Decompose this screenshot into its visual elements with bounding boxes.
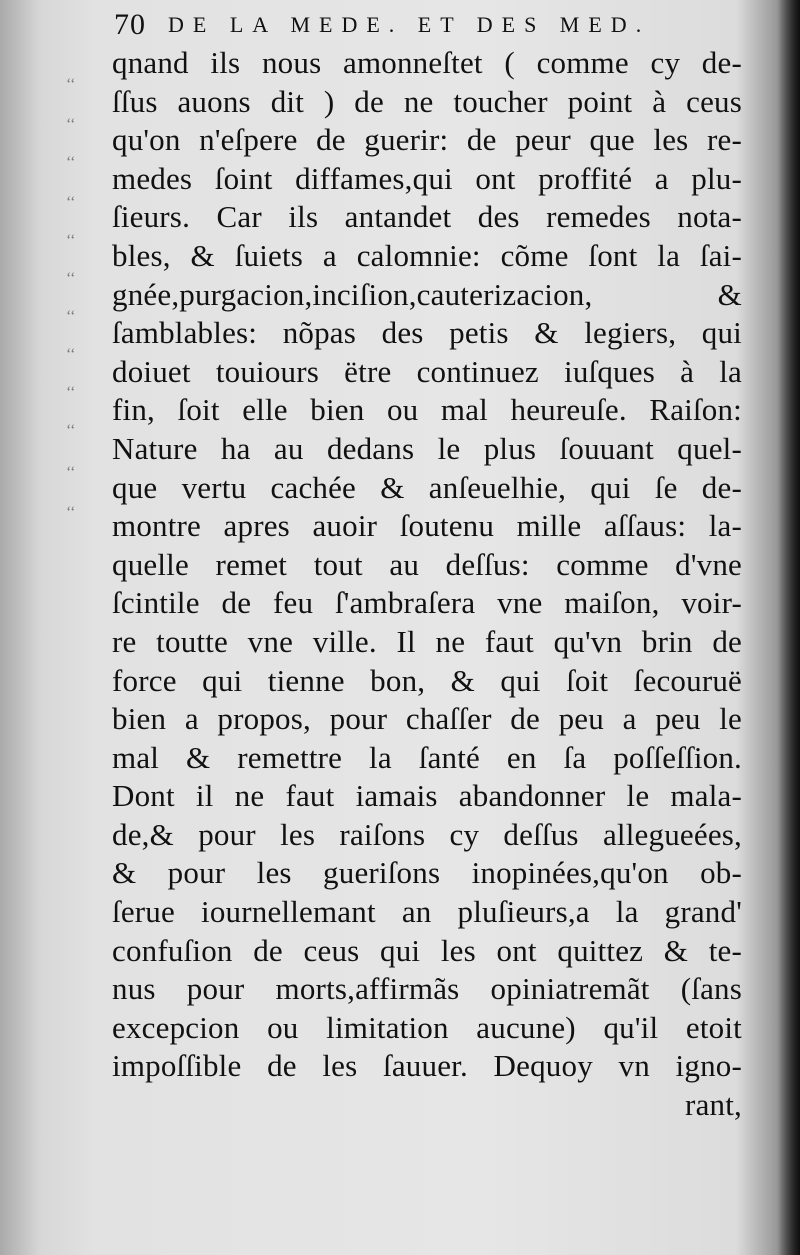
text-line: mal & remettre la ſanté en ſa poſſeſſion. (112, 739, 742, 775)
catchword: rant, (685, 1087, 742, 1123)
text-line: force qui tienne bon, & qui ſoit ſecouruë (112, 662, 742, 698)
text-line: qnand ils nous amonneſtet ( comme cy de- (112, 45, 742, 80)
quote-mark: ‘‘ (66, 154, 76, 171)
text-line: ſerue iournellemant an pluſieurs,a la grand' (112, 894, 742, 930)
text-line: montre apres auoir ſoutenu mille aſſaus: la- (112, 508, 742, 544)
quote-mark: ‘‘ (66, 422, 76, 439)
text-line: nus pour morts,affirmãs opiniatremãt (ſans (112, 971, 742, 1007)
text-line: ſcintile de feu ſ'ambraſera vne maiſon, voir- (112, 585, 742, 621)
text-line: Dont il ne faut iamais abandonner le mala- (112, 778, 742, 814)
quote-mark: ‘‘ (66, 76, 76, 93)
quote-mark: ‘‘ (66, 346, 76, 363)
text-line: ſieurs. Car ils antandet des remedes nota- (112, 199, 742, 235)
body-text (112, 44, 742, 1125)
quote-mark: ‘‘ (66, 270, 76, 287)
text-line: doiuet touiours ëtre continuez iuſques à la (112, 353, 742, 389)
text-line: confuſion de ceus qui les ont quittez & te- (112, 932, 742, 968)
text-line: ſſus auons dit ) de ne toucher point à ceus (112, 83, 742, 119)
text-line: excepcion ou limitation aucune) qu'il etoit (112, 1009, 742, 1045)
page-header (114, 4, 754, 46)
text-line: que vertu cachée & anſeuelhie, qui ſe de- (112, 469, 742, 505)
text-line: gnée,purgacion,inciſion,cauterizacion, & (112, 276, 742, 312)
text-line: re toutte vne ville. Il ne faut qu'vn brin de (112, 623, 742, 659)
text-line: bien a propos, pour chaſſer de peu a peu le (112, 701, 742, 737)
quote-mark: ‘‘ (66, 232, 76, 249)
text-line: & pour les gueriſons inopinées,qu'on ob- (112, 855, 742, 891)
text-line: fin, ſoit elle bien ou mal heureuſe. Raiſon: (112, 392, 742, 428)
page-number: 70 (114, 8, 146, 41)
running-head: DE LA MEDE. ET DES MED. (168, 12, 651, 37)
quote-mark: ‘‘ (66, 308, 76, 325)
quote-mark: ‘‘ (66, 194, 76, 211)
page-edge-shadow (778, 0, 800, 1255)
gutter-shadow (0, 0, 40, 1255)
quote-mark: ‘‘ (66, 116, 76, 133)
text-line: medes ſoint diffames,qui ont proffité a plu- (112, 160, 742, 196)
text-line: Nature ha au dedans le plus ſouuant quel- (112, 430, 742, 466)
text-line: impoſſible de les ſauuer. Dequoy vn igno- (112, 1048, 742, 1084)
text-line: ſamblables: nõpas des petis & legiers, qui (112, 315, 742, 351)
quote-mark: ‘‘ (66, 504, 76, 521)
text-line: quelle remet tout au deſſus: comme d'vne (112, 546, 742, 582)
quote-mark: ‘‘ (66, 464, 76, 481)
text-line: qu'on n'eſpere de guerir: de peur que les re- (112, 122, 742, 158)
text-line: bles, & ſuiets a calomnie: cõme ſont la ſai- (112, 237, 742, 273)
quote-mark: ‘‘ (66, 384, 76, 401)
text-line: de,& pour les raiſons cy deſſus allegueées, (112, 816, 742, 852)
